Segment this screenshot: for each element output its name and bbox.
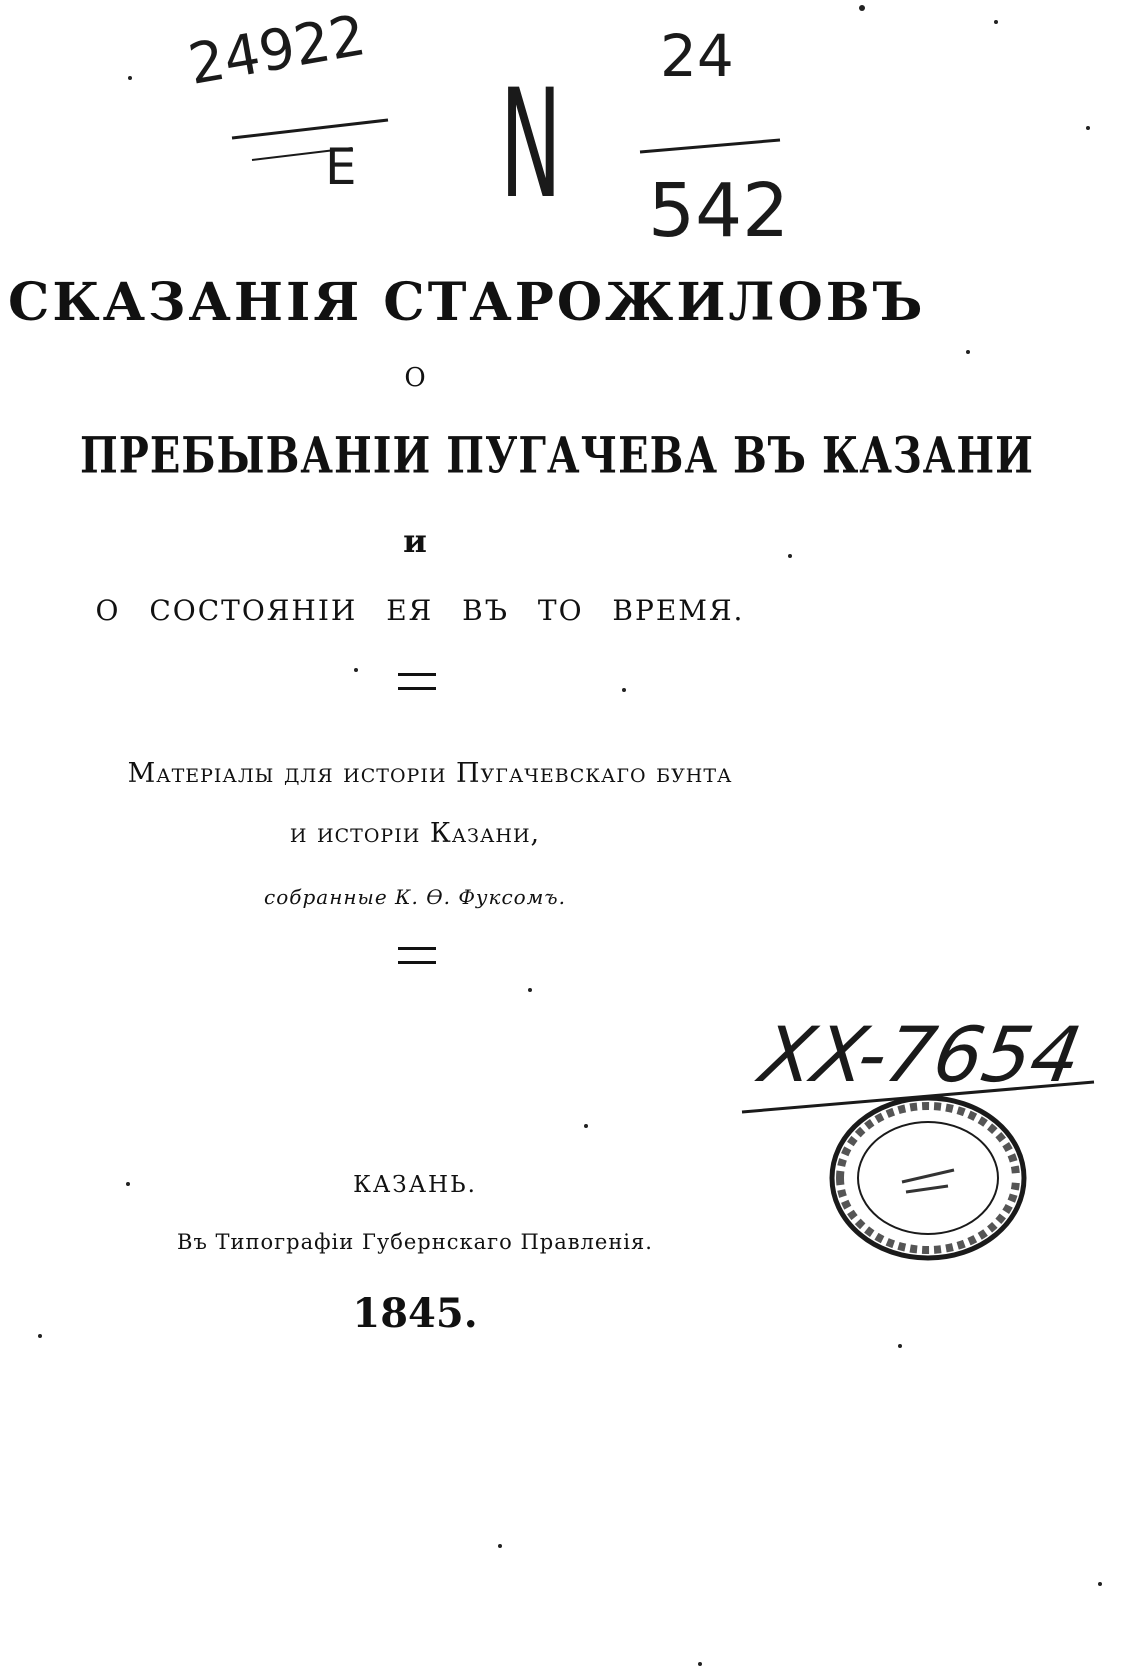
speck xyxy=(498,1544,502,1548)
handwritten-underline-2 xyxy=(252,148,352,160)
speck xyxy=(966,350,970,354)
handwritten-fraction-denominator: 542 xyxy=(648,168,790,254)
speck xyxy=(994,20,998,24)
speck xyxy=(1098,1582,1102,1586)
handwritten-shelf-mark: XX-7654 xyxy=(754,1010,1088,1099)
handwritten-inventory-letter: E xyxy=(325,138,357,196)
materials-line-2: и исторіи Казани, xyxy=(289,818,541,849)
collector-credit: собранные К. Ѳ. Фуксомъ. xyxy=(264,885,566,909)
book-title: СКАЗАНІЯ СТАРОЖИЛОВЪ xyxy=(8,272,926,333)
book-subtitle-2: О СОСТОЯНІИ ЕЯ ВЪ ТО ВРЕМЯ. xyxy=(95,594,745,627)
materials-line-1: Матеріалы для исторіи Пугачевскаго бунта xyxy=(127,758,733,789)
handwritten-inventory-number: 24922 xyxy=(183,3,371,98)
publication-year: 1845. xyxy=(352,1290,478,1337)
handwritten-underline xyxy=(232,120,388,138)
handwritten-fraction-bar xyxy=(640,140,780,152)
double-rule-divider-2 xyxy=(398,947,436,964)
handwritten-number-sign: N xyxy=(500,58,562,232)
speck xyxy=(1086,126,1090,130)
speck xyxy=(354,668,358,672)
speck xyxy=(898,1344,902,1348)
handwritten-fraction-numerator: 24 xyxy=(660,22,734,90)
book-subtitle: ПРЕБЫВАНІИ ПУГАЧЕВА ВЪ КАЗАНИ xyxy=(80,426,1034,485)
library-stamp xyxy=(832,1098,1024,1258)
speck xyxy=(698,1662,702,1666)
speck xyxy=(622,688,626,692)
speck xyxy=(859,5,865,11)
publication-city: КАЗАНЬ. xyxy=(353,1172,477,1198)
title-preposition: О xyxy=(404,363,426,393)
speck xyxy=(528,988,532,992)
stamp-inner-ring xyxy=(858,1122,998,1234)
speck xyxy=(128,76,132,80)
stamp-center-mark xyxy=(902,1170,954,1192)
double-rule-divider xyxy=(398,673,436,690)
speck xyxy=(584,1124,588,1128)
title-conjunction: и xyxy=(403,522,427,560)
printing-house: Въ Типографіи Губернскаго Правленія. xyxy=(177,1230,653,1254)
